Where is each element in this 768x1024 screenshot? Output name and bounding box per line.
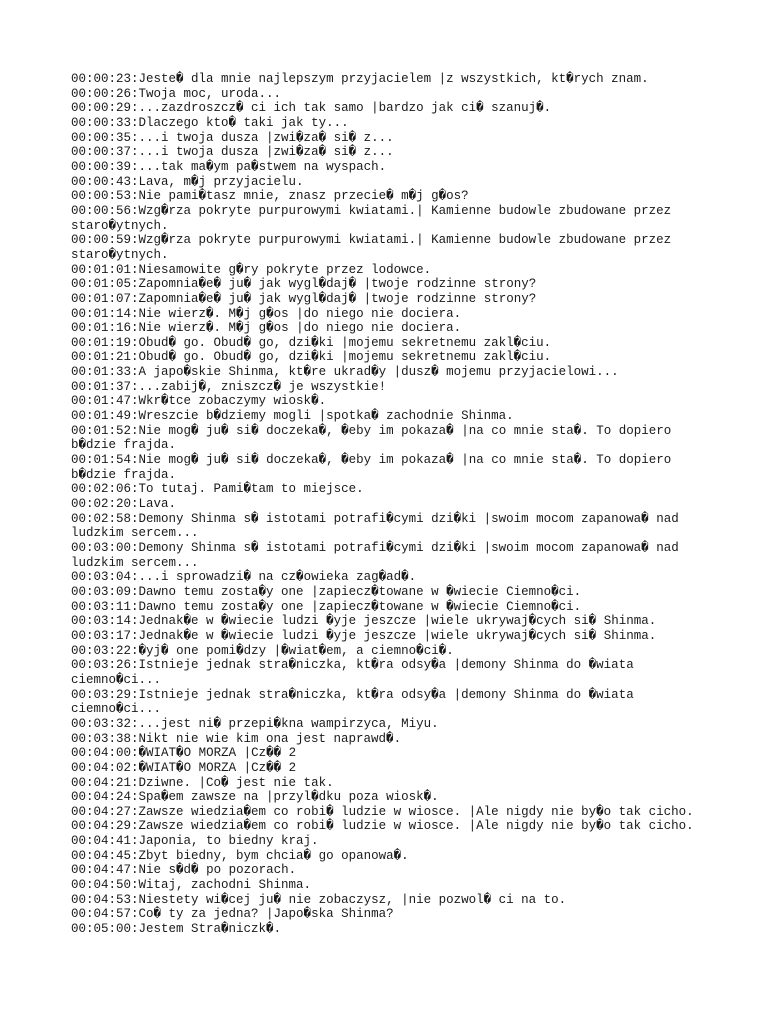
subtitle-line: 00:00:56:Wzg�rza pokryte purpurowymi kwiatami.| Kamienne budowle zbudowane przez [71, 203, 672, 218]
subtitle-line: 00:04:53:Niestety wi�cej ju� nie zobaczysz, |nie pozwol� ci na to. [71, 892, 567, 907]
subtitle-line: 00:00:26:Twoja moc, uroda... [71, 86, 282, 101]
subtitle-line: 00:01:05:Zapomnia�e� ju� jak wygl�daj� |twoje rodzinne strony? [71, 277, 537, 292]
subtitle-line: 00:03:38:Nikt nie wie kim ona jest naprawd�. [71, 731, 402, 746]
subtitle-line: 00:01:21:Obud� go. Obud� go, dzi�ki |mojemu sekretnemu zakl�ciu. [71, 350, 552, 365]
subtitle-line: b�dzie frajda. [71, 438, 177, 453]
subtitle-line: 00:04:57:Co� ty za jedna? |Japo�ska Shinma? [71, 907, 394, 922]
subtitle-line: ciemno�ci... [71, 702, 162, 717]
subtitle-line: 00:04:41:Japonia, to biedny kraj. [71, 834, 319, 849]
subtitle-line: 00:05:00:Jestem Stra�niczk�. [71, 922, 282, 937]
subtitle-line: 00:01:52:Nie mog� ju� si� doczeka�, �eby im pokaza� |na co mnie sta�. To dopiero [71, 423, 672, 438]
subtitle-line: 00:01:14:Nie wierz�. M�j g�os |do niego nie dociera. [71, 306, 462, 321]
subtitle-line: 00:04:29:Zawsze wiedzia�em co robi� ludzie w wiosce. |Ale nigdy nie by�o tak cicho. [71, 819, 694, 834]
subtitle-line: 00:02:06:To tutaj. Pami�tam to miejsce. [71, 482, 364, 497]
subtitle-line: 00:03:17:Jednak�e w �wiecie ludzi �yje jeszcze |wiele ukrywaj�cych si� Shinma. [71, 628, 657, 643]
subtitle-line: 00:00:23:Jeste� dla mnie najlepszym przyjacielem |z wszystkich, kt�rych znam. [71, 72, 649, 86]
subtitle-line: 00:00:39:...tak ma�ym pa�stwem na wyspach. [71, 159, 387, 174]
subtitle-line: 00:04:21:Dziwne. |Co� jest nie tak. [71, 775, 334, 790]
subtitle-line: 00:00:43:Lava, m�j przyjacielu. [71, 174, 304, 189]
subtitle-line: 00:01:37:...zabij�, zniszcz� je wszystkie! [71, 379, 387, 394]
subtitle-line: 00:03:29:Istnieje jednak stra�niczka, kt�ra odsy�a |demony Shinma do �wiata [71, 687, 634, 702]
subtitle-line: 00:03:14:Jednak�e w �wiecie ludzi �yje jeszcze |wiele ukrywaj�cych si� Shinma. [71, 614, 657, 629]
subtitle-line: 00:00:29:...zazdroszcz� ci ich tak samo |bardzo jak ci� szanuj�. [71, 101, 552, 116]
subtitle-line: ciemno�ci... [71, 672, 162, 687]
subtitle-line: 00:00:35:...i twoja dusza |zwi�za� si� z... [71, 130, 394, 145]
subtitle-line: 00:00:37:...i twoja dusza |zwi�za� si� z... [71, 145, 394, 160]
subtitle-line: 00:03:00:Demony Shinma s� istotami potrafi�cymi dzi�ki |swoim mocom zapanowa� nad [71, 541, 679, 555]
subtitle-line: staro�ytnych. [71, 218, 169, 233]
subtitle-line: 00:03:04:...i sprowadzi� na cz�owieka zag�ad�. [71, 570, 417, 585]
subtitle-line: 00:03:09:Dawno temu zosta�y one |zapiecz�towane w �wiecie Ciemno�ci. [71, 584, 582, 599]
subtitle-line: 00:04:50:Witaj, zachodni Shinma. [71, 878, 312, 893]
subtitle-line: 00:01:47:Wkr�tce zobaczymy wiosk�. [71, 394, 327, 409]
subtitle-line: 00:03:26:Istnieje jednak stra�niczka, kt�ra odsy�a |demony Shinma do �wiata [71, 658, 634, 673]
subtitle-line: 00:02:20:Lava. [71, 497, 177, 512]
subtitle-line: 00:00:53:Nie pami�tasz mnie, znasz przecie� m�j g�os? [71, 189, 469, 204]
subtitle-line: 00:03:32:...jest ni� przepi�kna wampirzyca, Miyu. [71, 716, 439, 731]
subtitle-line: 00:04:47:Nie s�d� po pozorach. [71, 863, 297, 878]
subtitle-line: 00:04:27:Zawsze wiedzia�em co robi� ludzie w wiosce. |Ale nigdy nie by�o tak cicho. [71, 804, 694, 819]
subtitle-line: 00:03:22:�yj� one pomi�dzy |�wiat�em, a ciemno�ci�. [71, 643, 454, 658]
subtitle-line: ludzkim sercem... [71, 526, 199, 541]
subtitle-line: 00:04:24:Spa�em zawsze na |przyl�dku poza wiosk�. [71, 790, 439, 805]
subtitle-line: 00:01:01:Niesamowite g�ry pokryte przez lodowce. [71, 262, 432, 277]
subtitle-line: 00:01:16:Nie wierz�. M�j g�os |do niego nie dociera. [71, 321, 462, 336]
document-page [71, 72, 721, 937]
subtitle-line: 00:01:54:Nie mog� ju� si� doczeka�, �eby im pokaza� |na co mnie sta�. To dopiero [71, 453, 672, 468]
subtitle-line: 00:00:33:Dlaczego kto� taki jak ty... [71, 115, 349, 130]
subtitle-line: 00:00:59:Wzg�rza pokryte purpurowymi kwiatami.| Kamienne budowle zbudowane przez [71, 233, 672, 248]
subtitle-line: 00:04:45:Zbyt biedny, bym chcia� go opanowa�. [71, 848, 409, 863]
subtitle-line: b�dzie frajda. [71, 467, 177, 482]
subtitle-line: ludzkim sercem... [71, 555, 199, 570]
subtitle-line: 00:02:58:Demony Shinma s� istotami potrafi�cymi dzi�ki |swoim mocom zapanowa� nad [71, 511, 679, 526]
subtitle-line: 00:01:49:Wreszcie b�dziemy mogli |spotka� zachodnie Shinma. [71, 409, 514, 424]
subtitle-line: 00:01:07:Zapomnia�e� ju� jak wygl�daj� |twoje rodzinne strony? [71, 291, 537, 306]
subtitle-line: 00:01:19:Obud� go. Obud� go, dzi�ki |mojemu sekretnemu zakl�ciu. [71, 335, 552, 350]
subtitle-line: staro�ytnych. [71, 247, 169, 262]
subtitle-line: 00:04:00:�WIAT�O MORZA |Cz�� 2 [71, 746, 297, 761]
subtitle-line: 00:03:11:Dawno temu zosta�y one |zapiecz�towane w �wiecie Ciemno�ci. [71, 599, 582, 614]
subtitle-line: 00:04:02:�WIAT�O MORZA |Cz�� 2 [71, 760, 297, 775]
subtitle-line: 00:01:33:A japo�skie Shinma, kt�re ukrad�y |dusz� mojemu przyjacielowi... [71, 365, 619, 380]
